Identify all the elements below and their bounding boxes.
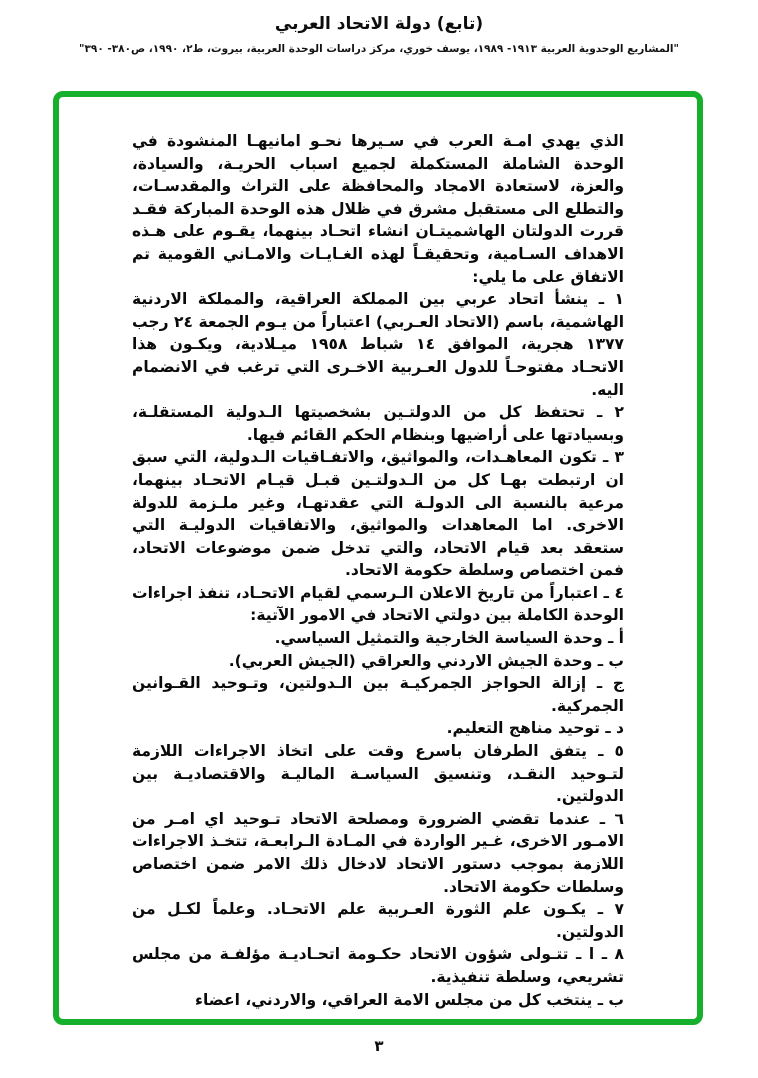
page-title: (تابع) دولة الاتحاد العربي: [274, 14, 484, 34]
preamble-paragraph: الذي يهدي امـة العرب في سـيرها نحـو امانيهـا المنشودة في الوحدة الشاملة المستكملة لجميع اسباب الحريـة، والسيادة، والعزة، لاستعادة الامجاد والمحافظة على التراث والمقدسـات، والتطلع الى مستقبل مشرق في ظلال هذه الوحدة المباركة فقـد قررت الدولتان الهاشميتـان انشاء اتحـاد بينهما، يقـوم على هـذه الاهداف السـامية، وتحقيقـاً لهذه الغـايـات والامـاني القومية تم الاتفاق على ما يلي:: [132, 132, 624, 286]
document-body: [132, 130, 624, 1011]
article-5: ٥ ـ يتفق الطرفان باسرع وقت على اتخاذ الاجراءات اللازمة لتـوحيد النقـد، وتنسيق السياسـة الماليـة والاقتصاديـة بين الدولتين.: [132, 742, 624, 806]
page-header: [0, 0, 758, 55]
article-4: ٤ ـ اعتباراً من تاريخ الاعلان الـرسمي لقيام الاتحـاد، تنفذ اجراءات الوحدة الكاملة بين دولتي الاتحاد في الامور الآتية:: [132, 583, 624, 625]
document-frame: [53, 91, 703, 1025]
article-4-item-a: أ ـ وحدة السياسة الخارجية والتمثيل السياسي.: [274, 629, 624, 648]
article-4-item-d: د ـ توحيد مناهج التعليم.: [446, 719, 624, 738]
article-3: ٣ ـ تكون المعاهـدات، والمواثيق، والاتفـاقيات الـدولية، التي سبق ان ارتبطت بهـا كل من الـدولتـين قبـل قيـام الاتحـاد بينهما، مرعية بالنسبة الى الدولـة التي عقدتهـا، وغير ملـزمة للدولة الاخرى. اما المعاهدات والمواثيق، والاتفاقيات الدوليـة التي ستعقد بعد قيام الاتحاد، والتي تدخل ضمن موضوعات الاتحاد، فمن اختصاص وسلطة حكومة الاتحاد.: [132, 448, 624, 580]
article-8-item-b: ب ـ ينتخب كل من مجلس الامة العراقي، والاردني، اعضاء: [195, 990, 624, 1009]
page-number: ٣: [374, 1037, 384, 1055]
article-4-item-c: ج ـ إزالة الحواجز الجمركيـة بين الـدولتين، وتـوحيد القـوانين الجمركية.: [132, 674, 624, 715]
article-7: ٧ ـ يكـون علم الثورة العـربية علم الاتحـاد. وعلماً لكـل من الدولتين.: [132, 900, 624, 941]
article-2: ٢ ـ تحتفظ كل من الدولتـين بشخصيتها الـدولية المستقلـة، وبسيادتها على أراضيها وبنظام الحكم القائم فيها.: [132, 403, 624, 444]
article-4-item-b: ب ـ وحدة الجيش الاردني والعراقي (الجيش العربي).: [228, 651, 624, 670]
source-citation: "المشاريع الوحدوية العربية ١٩١٣- ١٩٨٩، يوسف خوري، مركز دراسات الوحدة العربية، بيروت، ط٢، ١٩٩٠، ص٣٨٠- ٣٩٠": [79, 43, 679, 55]
article-8-item-a: ٨ ـ ا ـ تتـولى شؤون الاتحاد حكـومة اتحـاديـة مؤلفـة من مجلس تشريعي، وسلطة تنفيذية.: [132, 945, 624, 986]
article-1: ١ ـ ينشأ اتحاد عربي بين المملكة العراقية، والمملكة الاردنية الهاشمية، باسم (الاتحاد العـربي) اعتباراً من يـوم الجمعة ٢٤ رجب ١٣٧٧ هجرية، الموافق ١٤ شباط ١٩٥٨ ميـلادية، ويكـون هذا الاتحـاد مفتوحـاً للدول العـربية الاخـرى التي ترغب في الانضمام اليه.: [132, 290, 625, 399]
article-6: ٦ ـ عندما تقضي الضرورة ومصلحة الاتحاد تـوحيد اي امـر من الامـور الاخرى، غـير الواردة في المـادة الـرابعـة، تتخـذ الاجراءات اللازمة بموجب دستور الاتحاد لادخال ذلك الامر ضمن اختصاص وسلطات حكومة الاتحاد.: [132, 809, 624, 896]
